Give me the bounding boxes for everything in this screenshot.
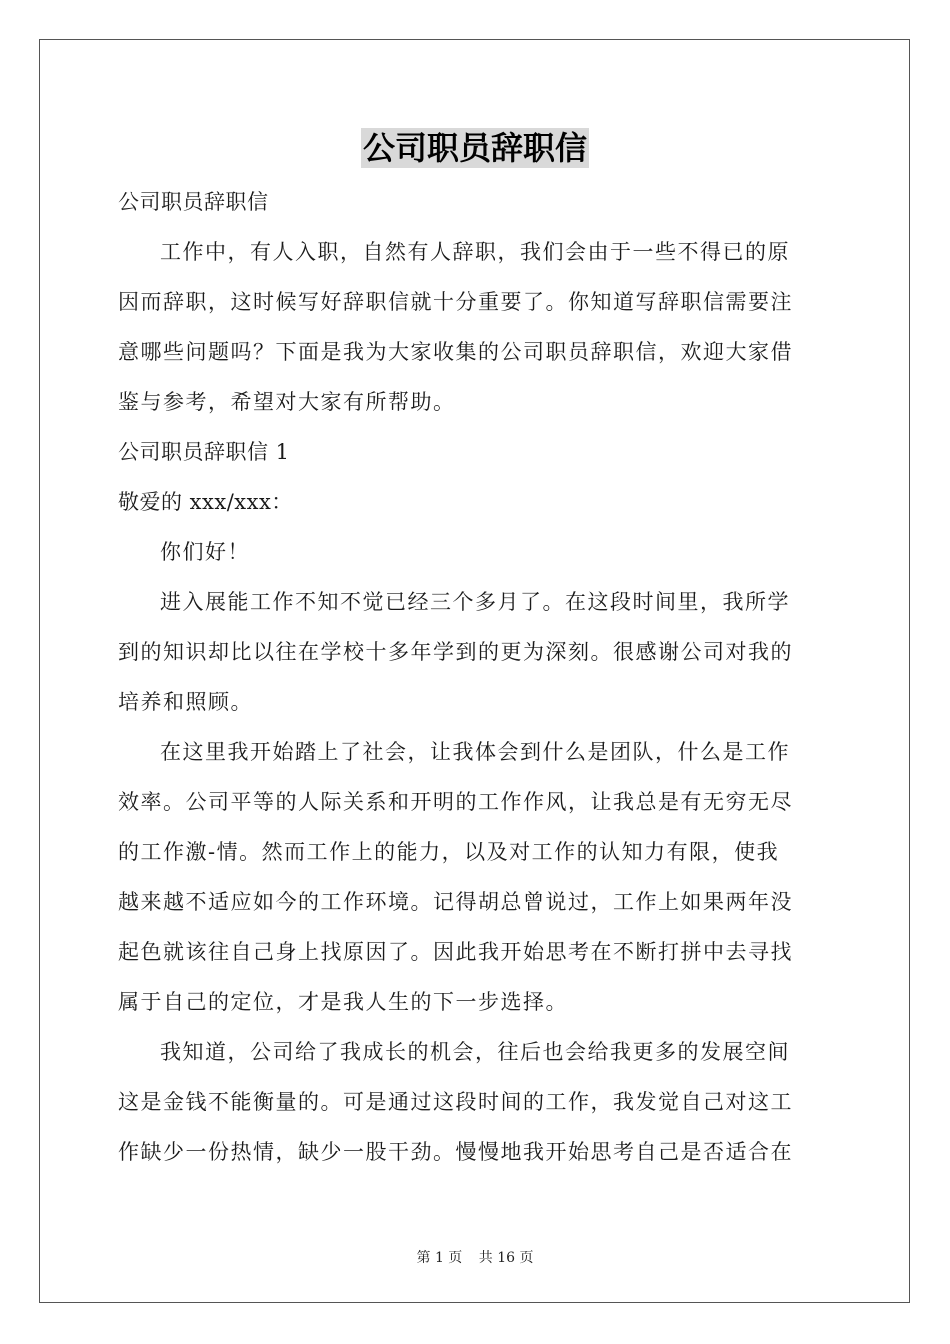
paragraph-line: 效率。公司平等的人际关系和开明的工作作风，让我总是有无穷无尽 [118,790,793,814]
document-title-text: 公司职员辞职信 [362,129,587,167]
paragraph-line: 作缺少一份热情，缺少一股干劲。慢慢地我开始思考自己是否适合在 [118,1140,793,1164]
body-paragraph-3 [118,1027,834,1177]
page-number: 第 1 页 [416,1250,463,1266]
paragraph-line: 的工作激-情。然而工作上的能力，以及对工作的认知力有限，使我 [118,840,780,864]
paragraph-line: 这是金钱不能衡量的。可是通过这段时间的工作，我发觉自己对这工 [118,1090,793,1114]
paragraph-line: 我知道，公司给了我成长的机会，往后也会给我更多的发展空间 [160,1040,790,1064]
document-title [0,128,950,168]
paragraph-line: 培养和照顾。 [118,690,253,714]
greeting-line: 你们好！ [160,540,250,564]
document-body [118,177,834,1177]
paragraph-line: 起色就该往自己身上找原因了。因此我开始思考在不断打拼中去寻找 [118,940,793,964]
body-paragraph-2 [118,727,834,1027]
subtitle: 公司职员辞职信 [118,190,269,214]
intro-line: 工作中，有人入职，自然有人辞职，我们会由于一些不得已的原 [160,240,790,264]
greeting [118,527,834,577]
paragraph-line: 属于自己的定位，才是我人生的下一步选择。 [118,990,568,1014]
intro-paragraph [118,227,834,427]
intro-line: 因而辞职，这时候写好辞职信就十分重要了。你知道写辞职信需要注 [118,290,793,314]
paragraph-line: 到的知识却比以往在学校十多年学到的更为深刻。很感谢公司对我的 [118,640,793,664]
intro-line: 意哪些问题吗？下面是我为大家收集的公司职员辞职信，欢迎大家借 [118,340,793,364]
paragraph-line: 在这里我开始踏上了社会，让我体会到什么是团队，什么是工作 [160,740,790,764]
salutation: 敬爱的 xxx/xxx： [118,490,293,514]
paragraph-line: 越来越不适应如今的工作环境。记得胡总曾说过，工作上如果两年没 [118,890,793,914]
paragraph-line: 进入展能工作不知不觉已经三个多月了。在这段时间里，我所学 [160,590,790,614]
page-total: 共 16 页 [478,1250,534,1266]
page-footer [0,1247,950,1267]
body-paragraph-1 [118,577,834,727]
intro-line: 鉴与参考，希望对大家有所帮助。 [118,390,456,414]
section-heading: 公司职员辞职信 1 [118,440,290,464]
